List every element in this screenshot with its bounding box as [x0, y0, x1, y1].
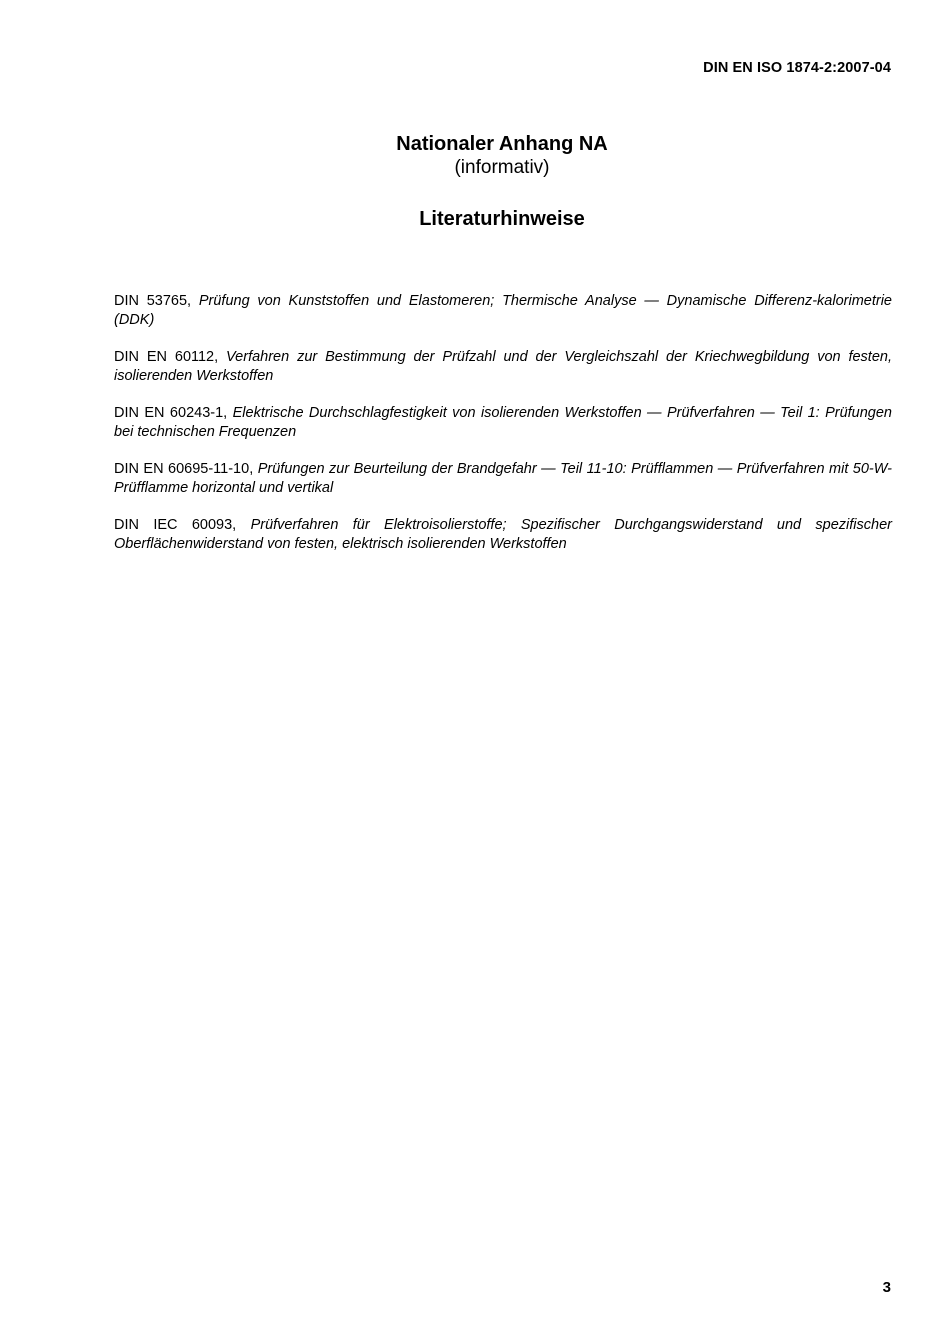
reference-code: DIN IEC 60093, — [114, 517, 237, 533]
document-identifier: DIN EN ISO 1874-2:2007-04 — [703, 60, 891, 76]
section-title: Literaturhinweise — [419, 208, 585, 230]
reference-item — [114, 292, 892, 330]
annex-heading — [0, 132, 950, 180]
reference-item — [114, 516, 892, 554]
reference-title: Verfahren zur Bestimmung der Prüfzahl und der Vergleichszahl der Kriechwegbildung von festen, isolierenden Werkstoffen — [114, 349, 892, 384]
reference-list — [114, 292, 892, 572]
reference-code: DIN EN 60112, — [114, 349, 219, 365]
annex-title: Nationaler Anhang NA — [396, 133, 608, 155]
page-number: 3 — [882, 1279, 891, 1296]
reference-code: DIN EN 60243-1, — [114, 405, 228, 421]
reference-title: Prüfungen zur Beurteilung der Brandgefahr — Teil 11-10: Prüfflammen — Prüfverfahren mit 50-W-Prüfflamme horizontal und vertikal — [114, 461, 893, 496]
reference-title: Prüfverfahren für Elektroisolierstoffe; Spezifischer Durchgangswiderstand und spezifischer Oberflächenwiderstand von festen, elektrisch isolierenden Werkstoffen — [114, 517, 892, 552]
reference-item — [114, 404, 892, 442]
reference-title: Elektrische Durchschlagfestigkeit von isolierenden Werkstoffen — Prüfverfahren — Teil 1: Prüfungen bei technischen Frequenzen — [114, 405, 893, 440]
reference-title: Prüfung von Kunststoffen und Elastomeren; Thermische Analyse — Dynamische Differenz-kalorimetrie (DDK) — [114, 293, 892, 328]
reference-code: DIN 53765, — [114, 293, 192, 309]
annex-subtitle: (informativ) — [454, 157, 550, 178]
reference-item — [114, 348, 892, 386]
reference-code: DIN EN 60695-11-10, — [114, 461, 254, 477]
reference-item — [114, 460, 892, 498]
